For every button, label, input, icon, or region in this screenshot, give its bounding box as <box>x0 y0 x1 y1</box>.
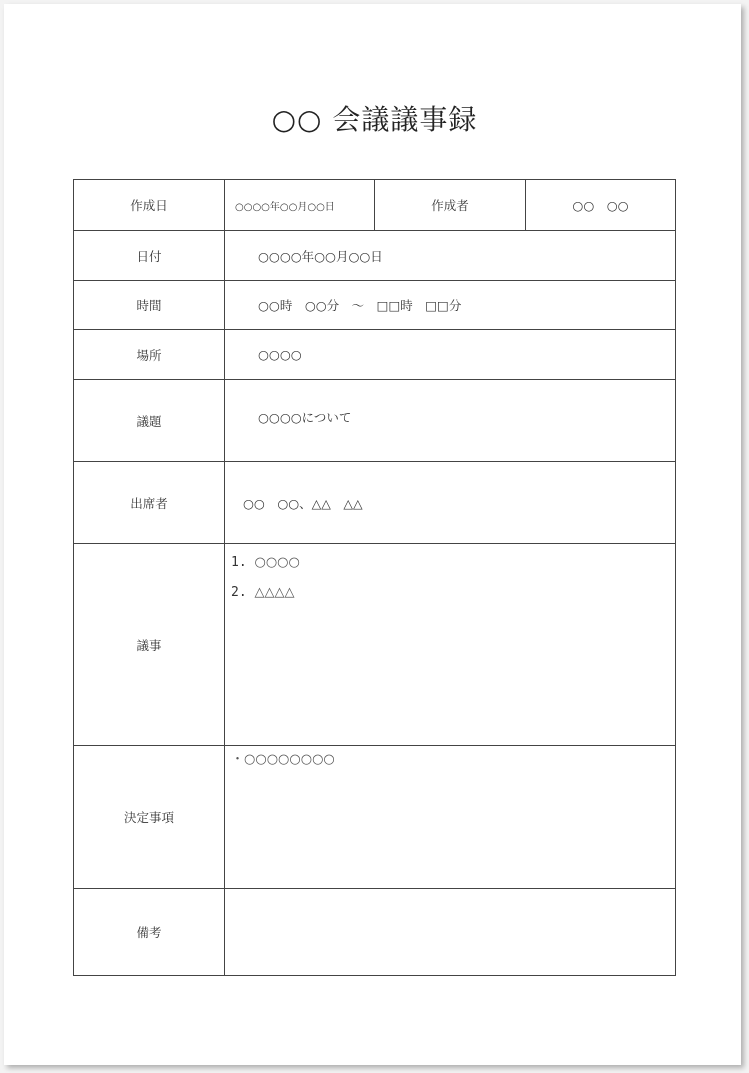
author-value[interactable]: ○○ ○○ <box>526 180 676 231</box>
author-label: 作成者 <box>375 180 526 231</box>
item-text: △△△△ <box>254 585 295 600</box>
proceedings-label: 議事 <box>74 544 225 746</box>
created-date-label: 作成日 <box>74 180 225 231</box>
bullet-icon: ・ <box>231 752 245 767</box>
attendees-label: 出席者 <box>74 462 225 544</box>
date-label: 日付 <box>74 231 225 281</box>
proceedings-item <box>231 578 675 608</box>
attendees-value[interactable]: ○○ ○○、△△ △△ <box>225 462 676 544</box>
decisions-label: 決定事項 <box>74 746 225 889</box>
agenda-value[interactable]: ○○○○について <box>225 380 676 462</box>
item-number: 1. <box>231 555 247 570</box>
item-text: ○○○○○○○○ <box>244 752 335 767</box>
date-value[interactable]: ○○○○年○○月○○日 <box>225 231 676 281</box>
time-value[interactable]: ○○時 ○○分 ～ □□時 □□分 <box>225 281 676 330</box>
proceedings-value[interactable] <box>225 544 676 746</box>
remarks-label: 備考 <box>74 889 225 976</box>
decision-item <box>231 750 675 770</box>
item-text: ○○○○ <box>254 555 300 570</box>
row-created <box>74 180 676 231</box>
decisions-value[interactable] <box>225 746 676 889</box>
row-agenda <box>74 380 676 462</box>
place-label: 場所 <box>74 330 225 380</box>
proceedings-item <box>231 548 675 578</box>
agenda-label: 議題 <box>74 380 225 462</box>
row-date <box>74 231 676 281</box>
remarks-value[interactable] <box>225 889 676 976</box>
minutes-table <box>73 179 676 976</box>
place-value[interactable]: ○○○○ <box>225 330 676 380</box>
row-attendees <box>74 462 676 544</box>
document-title: ○○ 会議議事録 <box>271 103 478 136</box>
row-remarks <box>74 889 676 976</box>
item-number: 2. <box>231 585 247 600</box>
time-label: 時間 <box>74 281 225 330</box>
row-decisions <box>74 746 676 889</box>
row-proceedings <box>74 544 676 746</box>
created-date-value[interactable]: ○○○○年○○月○○日 <box>225 180 375 231</box>
row-time <box>74 281 676 330</box>
row-place <box>74 330 676 380</box>
